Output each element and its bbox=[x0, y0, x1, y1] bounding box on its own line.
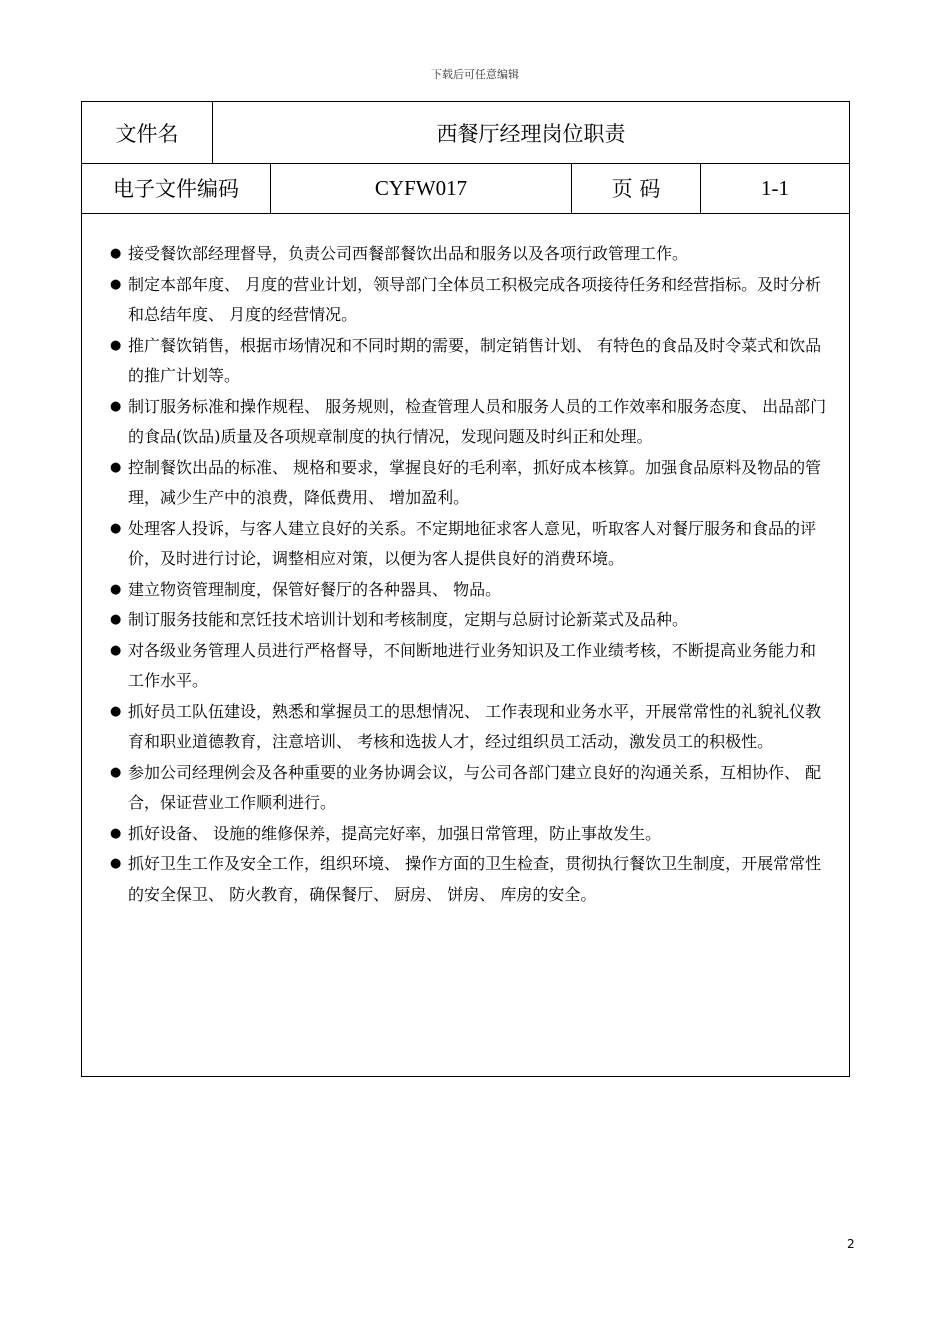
file-name-label: 文件名 bbox=[82, 102, 213, 163]
page-label: 页 码 bbox=[572, 163, 701, 213]
bullet-icon: ● bbox=[110, 520, 122, 536]
bullet-icon: ● bbox=[110, 703, 122, 719]
code-value: CYFW017 bbox=[271, 163, 572, 213]
bullet-icon: ● bbox=[110, 612, 122, 627]
duty-item: ● 建立物资管理制度，保管好餐厅的各种器具、 物品。 bbox=[110, 575, 827, 606]
job-description-form bbox=[81, 101, 850, 1077]
duty-item: ● 接受餐饮部经理督导，负责公司西餐部餐饮出品和服务以及各项行政管理工作。 bbox=[110, 239, 827, 270]
file-name-value: 西餐厅经理岗位职责 bbox=[436, 121, 626, 146]
duty-item: ● 制定本部年度、 月度的营业计划，领导部门全体员工积极完成各项接待任务和经营指标。及时分析和总结年度、 月度的经营情况。 bbox=[110, 270, 827, 331]
duty-item: ● 对各级业务管理人员进行严格督导，不间断地进行业务知识及工作业绩考核，不断提高业务能力和工作水平。 bbox=[110, 636, 827, 697]
bullet-icon: ● bbox=[110, 825, 122, 841]
duty-item: ● 推广餐饮销售，根据市场情况和不同时期的需要，制定销售计划、 有特色的食品及时令菜式和饮品的推广计划等。 bbox=[110, 331, 827, 392]
bullet-icon: ● bbox=[110, 856, 122, 871]
bullet-icon: ● bbox=[110, 764, 122, 780]
code-row bbox=[82, 163, 849, 214]
bullet-icon: ● bbox=[110, 246, 122, 261]
duty-item: ● 控制餐饮出品的标准、 规格和要求，掌握良好的毛利率，抓好成本核算。加强食品原料及物品的管理，减少生产中的浪费，降低费用、 增加盈利。 bbox=[110, 453, 827, 514]
page-value: 1-1 bbox=[761, 175, 789, 200]
duty-item: ● 抓好卫生工作及安全工作，组织环境、 操作方面的卫生检查，贯彻执行餐饮卫生制度，开展常常性的安全保卫、 防火教育，确保餐厅、 厨房、 饼房、 库房的安全。 bbox=[110, 849, 827, 910]
duty-item: ● 处理客人投诉，与客人建立良好的关系。不定期地征求客人意见，听取客人对餐厅服务和食品的评价，及时进行讨论，调整相应对策，以便为客人提供良好的消费环境。 bbox=[110, 514, 827, 575]
duty-item: ● 抓好设备、 设施的维修保养，提高完好率，加强日常管理，防止事故发生。 bbox=[110, 819, 827, 850]
header-note: 下载后可任意编辑 bbox=[431, 68, 519, 81]
duty-item: ● 制订服务技能和烹饪技术培训计划和考核制度，定期与总厨讨论新菜式及品种。 bbox=[110, 605, 827, 636]
title-row bbox=[82, 102, 849, 164]
bullet-icon: ● bbox=[110, 642, 122, 658]
code-label: 电子文件编码 bbox=[82, 163, 271, 213]
bullet-icon: ● bbox=[110, 398, 122, 414]
duty-item: ● 参加公司经理例会及各种重要的业务协调会议，与公司各部门建立良好的沟通关系，互相协作、 配合，保证营业工作顺利进行。 bbox=[110, 758, 827, 819]
duties-list bbox=[82, 214, 849, 910]
duty-item: ● 抓好员工队伍建设，熟悉和掌握员工的思想情况、 工作表现和业务水平，开展常常性的礼貌礼仪教育和职业道德教育，注意培训、 考核和选拔人才，经过组织员工活动，激发员工的积极性。 bbox=[110, 697, 827, 758]
duty-item: ● 制订服务标准和操作规程、 服务规则，检查管理人员和服务人员的工作效率和服务态度、 出品部门的食品(饮品)质量及各项规章制度的执行情况，发现问题及时纠正和处理。 bbox=[110, 392, 827, 453]
bullet-icon: ● bbox=[110, 276, 122, 292]
page-number: 2 bbox=[847, 1237, 855, 1251]
bullet-icon: ● bbox=[110, 459, 122, 475]
bullet-icon: ● bbox=[110, 337, 122, 353]
bullet-icon: ● bbox=[110, 581, 122, 597]
